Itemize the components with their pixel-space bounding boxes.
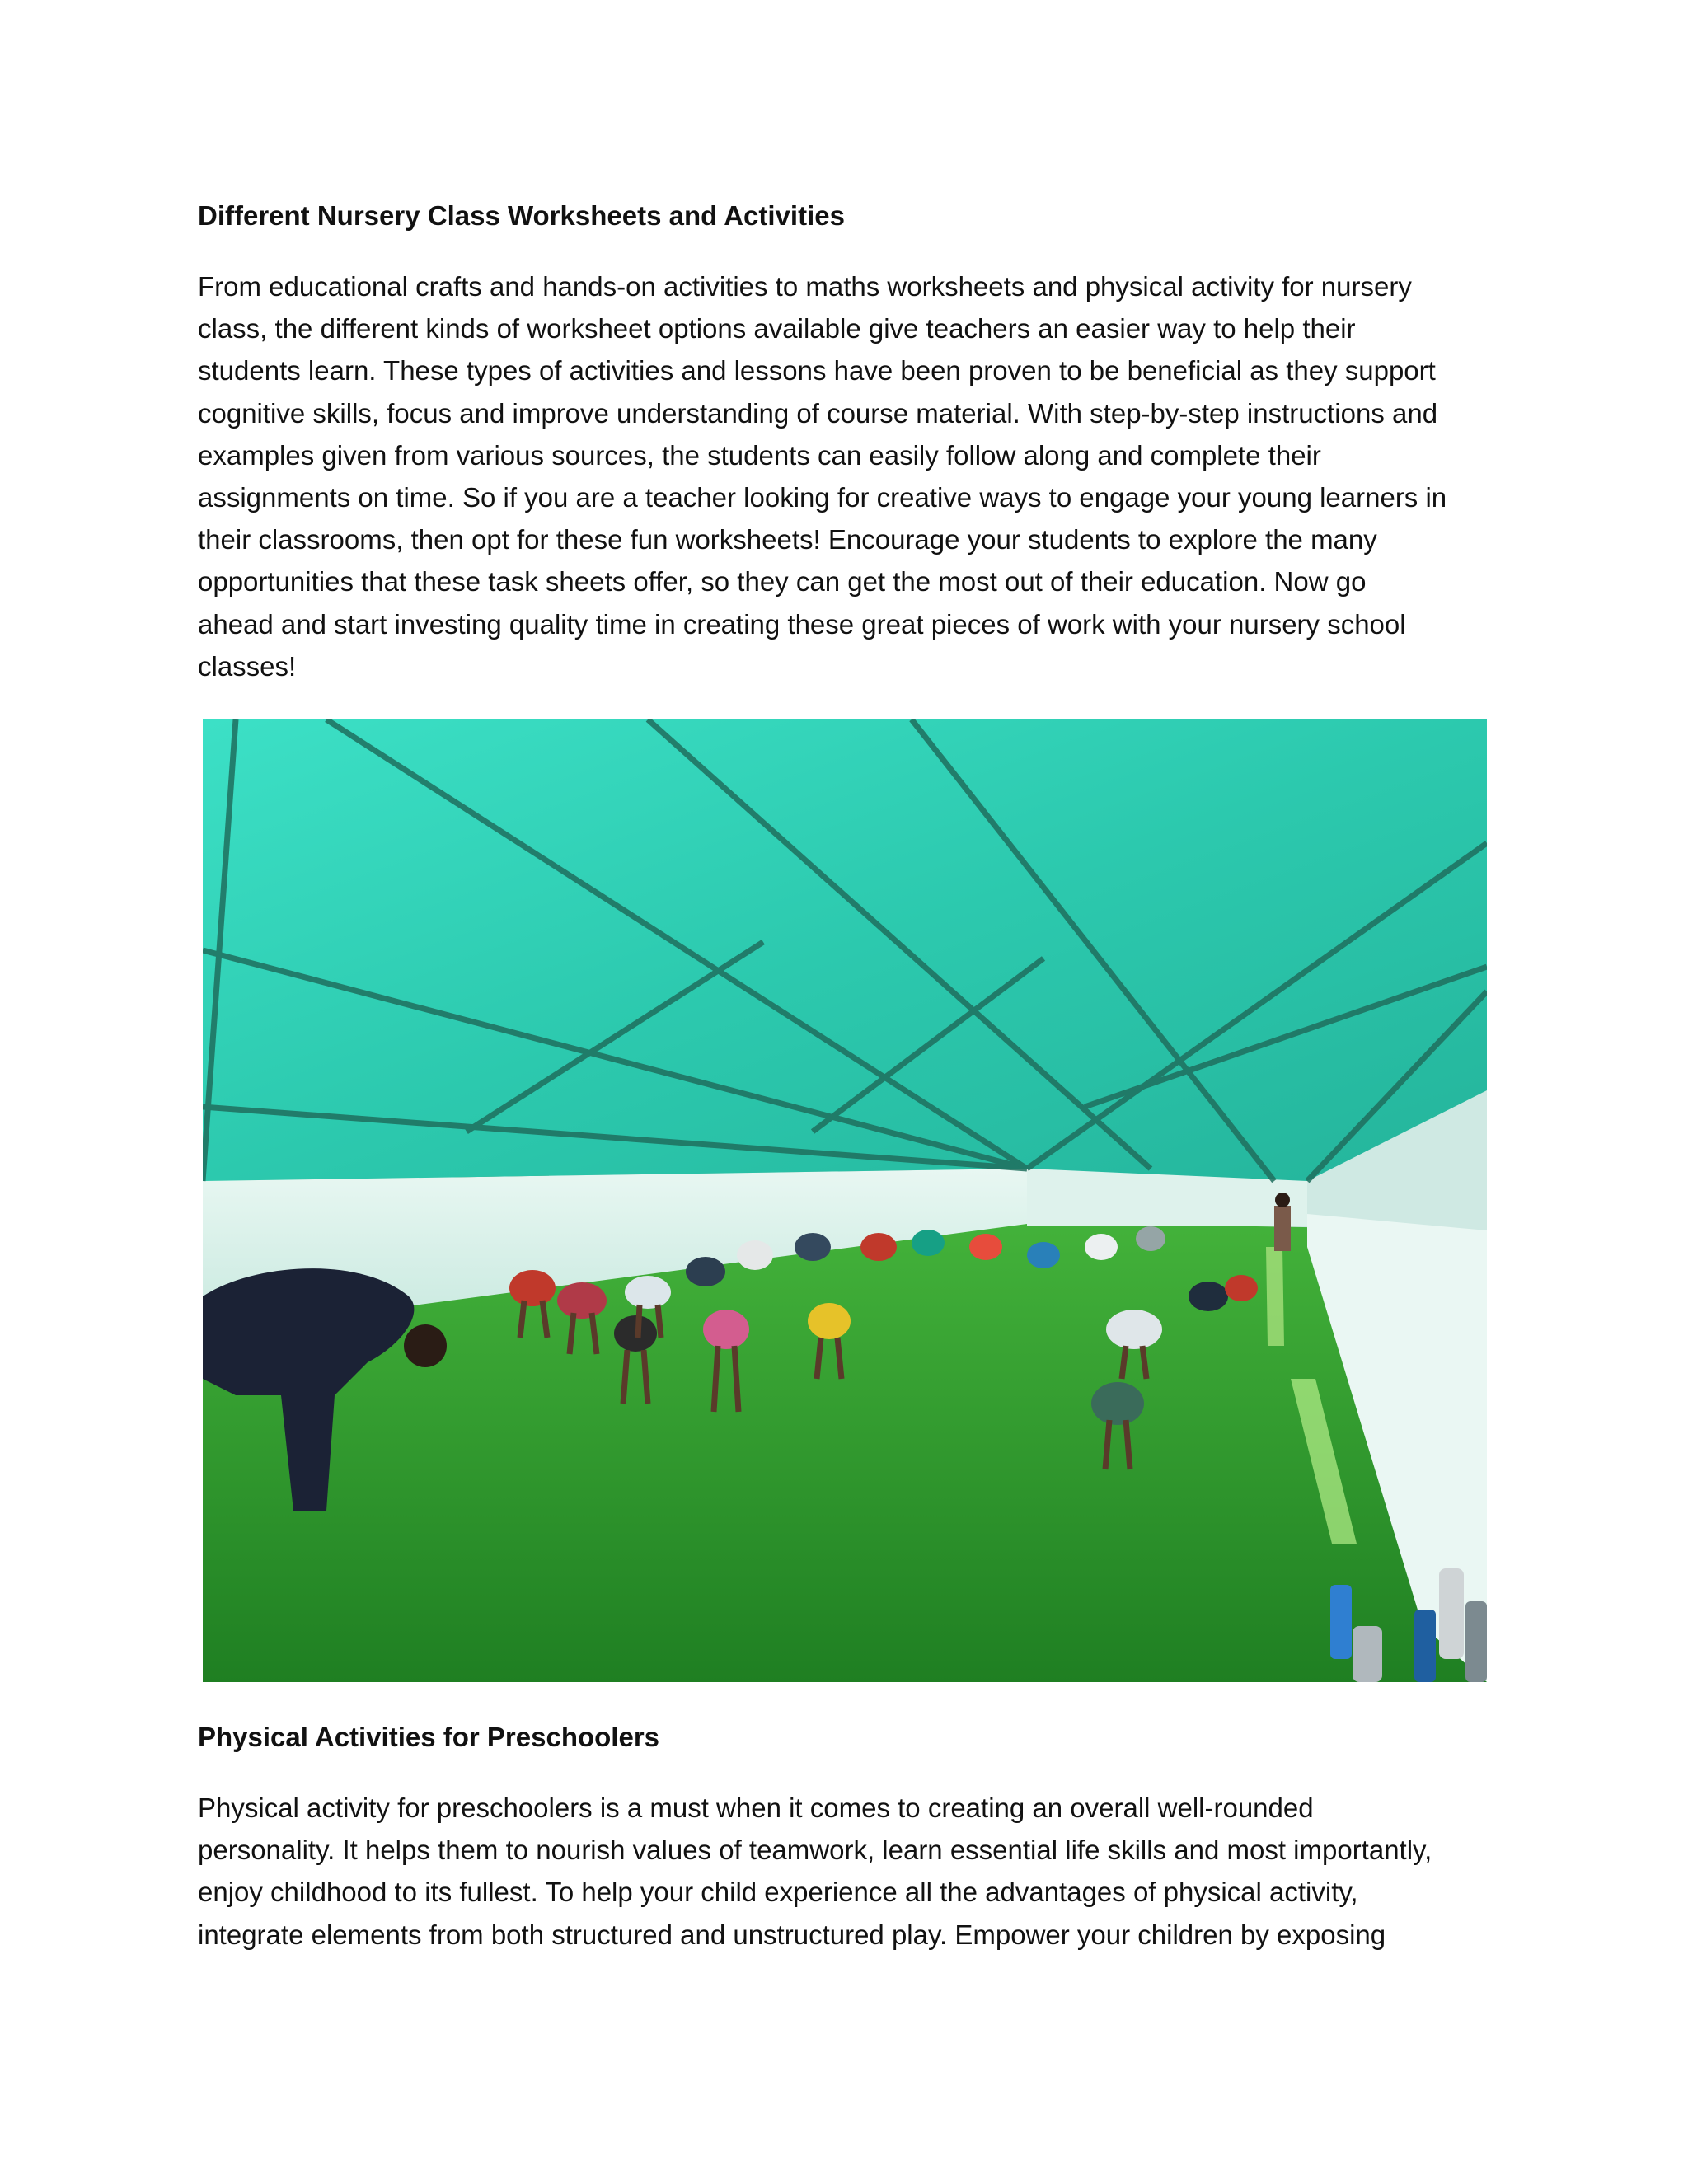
paragraph-line: their classrooms, then opt for these fun worksheets! Encourage your students to explore the many	[198, 524, 1377, 555]
paragraph-line: enjoy childhood to its fullest. To help your child experience all the advantages of physical activity,	[198, 1877, 1358, 1908]
paragraph-worksheets	[198, 265, 1484, 687]
paragraph-line: examples given from various sources, the students can easily follow along and complete their	[198, 439, 1321, 471]
paragraph-line: class, the different kinds of worksheet options available give teachers an easier way to help their	[198, 313, 1356, 344]
section-heading-worksheets: Different Nursery Class Worksheets and Activities	[198, 200, 845, 231]
section-heading-physical-activities: Physical Activities for Preschoolers	[198, 1722, 660, 1752]
paragraph-physical-activities	[198, 1787, 1484, 1956]
paragraph-line: ahead and start investing quality time in creating these great pieces of work with your nursery school	[198, 608, 1406, 640]
paragraph-line: Physical activity for preschoolers is a must when it comes to creating an overall well-rounded	[198, 1793, 1314, 1823]
paragraph-line: From educational crafts and hands-on activities to maths worksheets and physical activity for nursery	[198, 271, 1412, 302]
paragraph-line: assignments on time. So if you are a teacher looking for creative ways to engage your young learners in	[198, 482, 1447, 513]
paragraph-line: opportunities that these task sheets offer, so they can get the most out of their education. Now go	[198, 566, 1367, 598]
photo-image	[203, 719, 1487, 1682]
paragraph-line: personality. It helps them to nourish values of teamwork, learn essential life skills and most importantly,	[198, 1835, 1432, 1866]
paragraph-line: classes!	[198, 650, 297, 682]
paragraph-line: students learn. These types of activities and lessons have been proven to be beneficial as they support	[198, 355, 1436, 387]
paragraph-line: integrate elements from both structured and unstructured play. Empower your children by exposing	[198, 1919, 1386, 1950]
paragraph-line: cognitive skills, focus and improve understanding of course material. With step-by-step instructions and	[198, 397, 1438, 429]
